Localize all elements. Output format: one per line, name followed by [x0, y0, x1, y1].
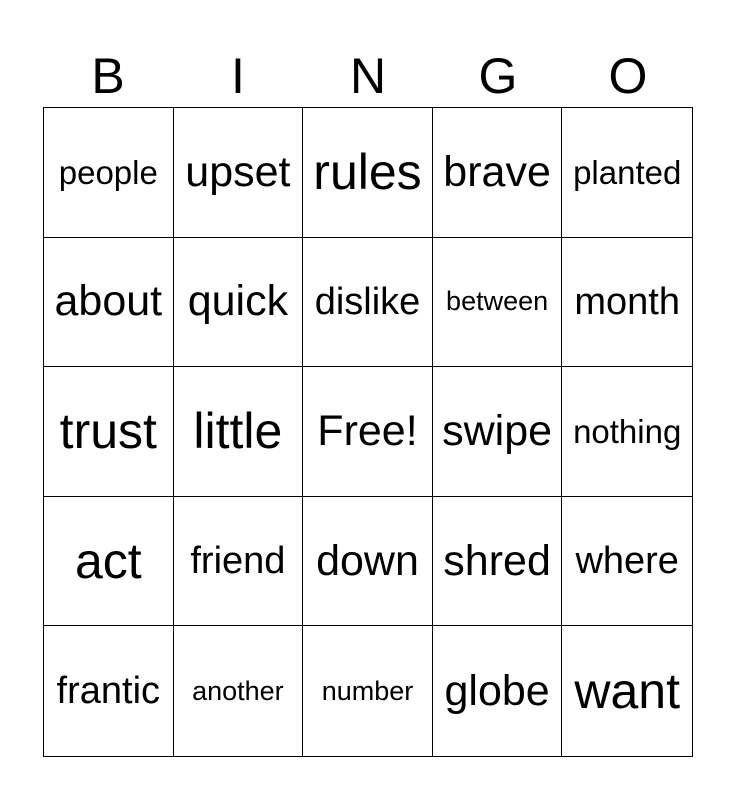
header-letter-b: B: [91, 48, 125, 104]
bingo-cell[interactable]: about: [44, 238, 174, 368]
bingo-cell[interactable]: swipe: [433, 367, 563, 497]
bingo-cell[interactable]: number: [303, 626, 433, 756]
bingo-cell[interactable]: down: [303, 497, 433, 627]
bingo-cell[interactable]: globe: [433, 626, 563, 756]
bingo-cell[interactable]: shred: [433, 497, 563, 627]
bingo-cell[interactable]: frantic: [44, 626, 174, 756]
bingo-cell[interactable]: upset: [174, 108, 304, 238]
bingo-cell[interactable]: quick: [174, 238, 304, 368]
bingo-cell[interactable]: want: [574, 663, 680, 720]
header-letter-i: I: [231, 48, 245, 104]
bingo-cell[interactable]: where: [562, 497, 692, 627]
bingo-cell[interactable]: brave: [433, 108, 563, 238]
header-letter-n: N: [349, 48, 387, 104]
header-letter-g: G: [478, 48, 518, 104]
bingo-cell[interactable]: month: [562, 238, 692, 368]
bingo-free-space[interactable]: Free!: [303, 367, 433, 497]
bingo-board: [43, 107, 693, 757]
bingo-header: [43, 46, 693, 106]
bingo-cell[interactable]: between: [433, 238, 563, 368]
bingo-cell[interactable]: another: [174, 626, 304, 756]
bingo-cell[interactable]: little: [174, 367, 304, 497]
header-letter-o: O: [608, 48, 648, 104]
bingo-cell[interactable]: planted: [562, 108, 692, 238]
bingo-cell[interactable]: act: [44, 497, 174, 627]
bingo-cell[interactable]: friend: [174, 497, 304, 627]
bingo-cell[interactable]: people: [44, 108, 174, 238]
bingo-cell[interactable]: nothing: [562, 367, 692, 497]
bingo-cell[interactable]: trust: [44, 367, 174, 497]
bingo-cell[interactable]: dislike: [303, 238, 433, 368]
bingo-cell[interactable]: rules: [303, 108, 433, 238]
